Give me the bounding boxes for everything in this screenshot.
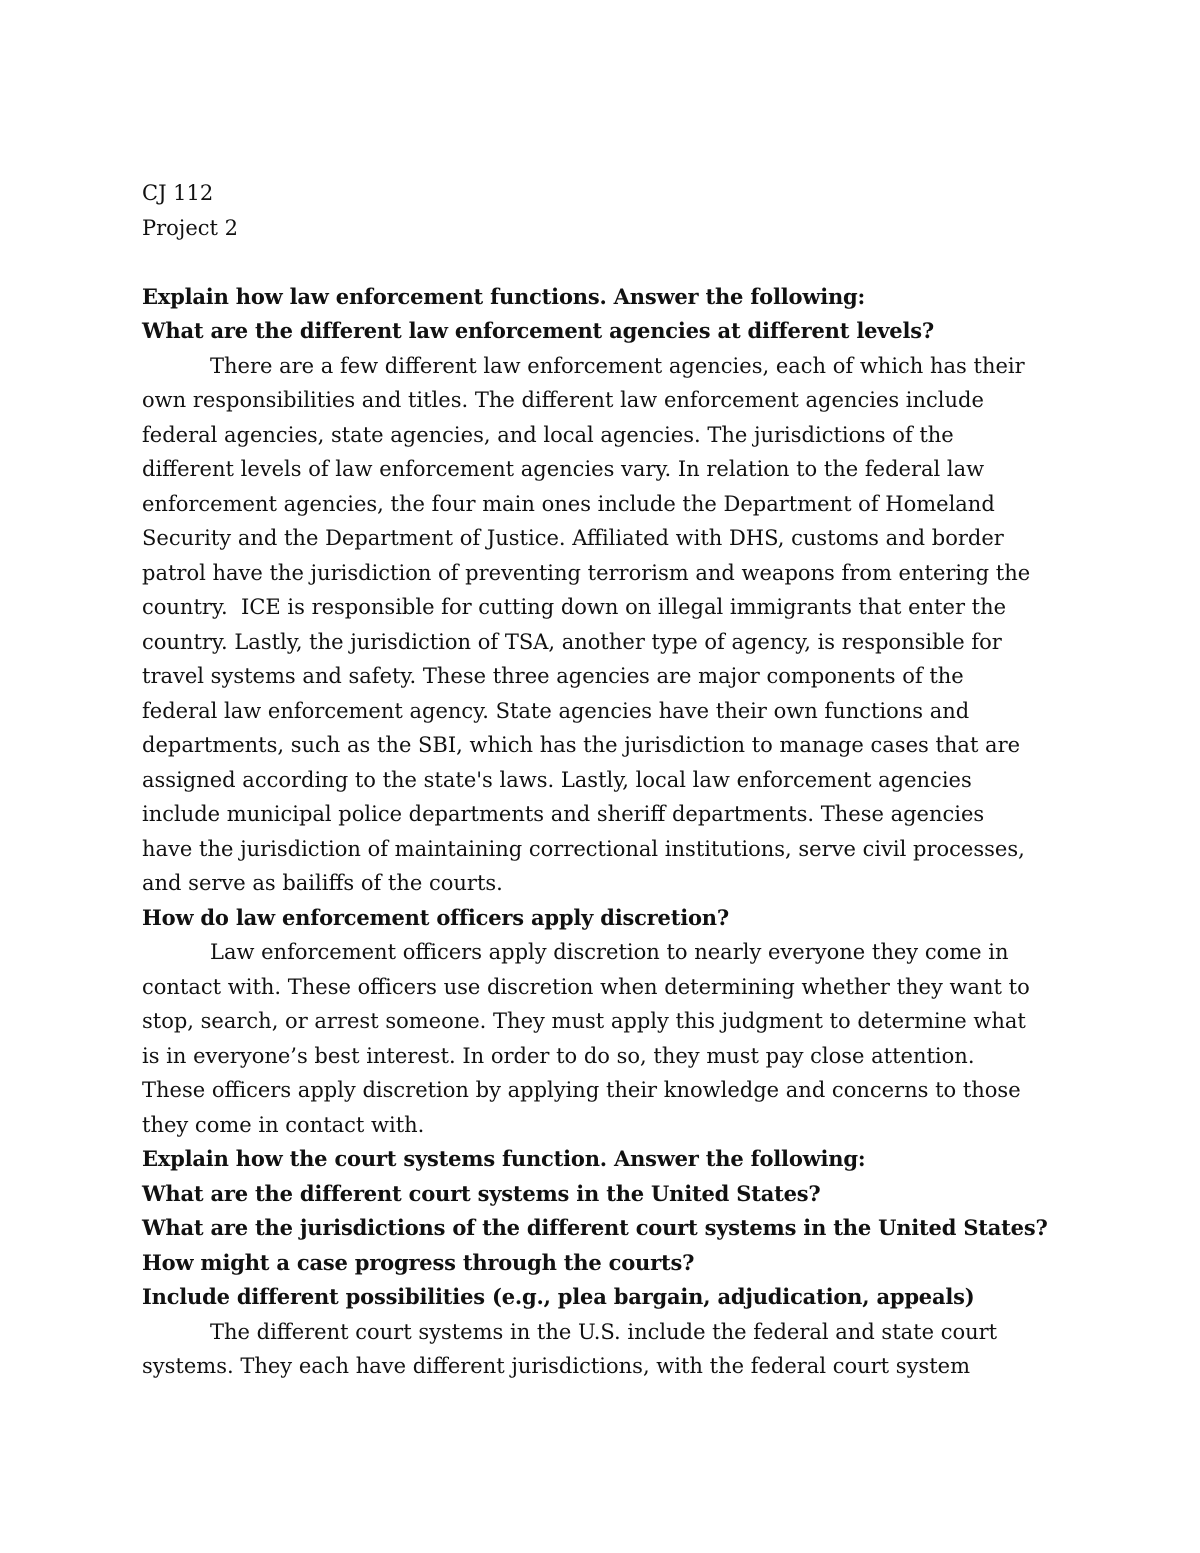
answer-line: Law enforcement officers apply discretion to nearly everyone they come in xyxy=(210,940,1009,964)
section2-prompt: Explain how the court systems function. Answer the following: xyxy=(142,1146,866,1171)
project-title: Project 2 xyxy=(142,215,238,240)
section1-answer1 xyxy=(142,349,1062,901)
answer-line: departments, such as the SBI, which has the jurisdiction to manage cases that are xyxy=(142,733,1021,757)
answer-line: country. ICE is responsible for cutting down on illegal immigrants that enter the xyxy=(142,595,1007,619)
answer-line: include municipal police departments and sheriff departments. These agencies xyxy=(142,802,985,826)
answer-line: The different court systems in the U.S. include the federal and state court xyxy=(210,1319,998,1344)
answer-line: assigned according to the state's laws. Lastly, local law enforcement agencies xyxy=(142,767,972,792)
section2-answer xyxy=(142,1315,1062,1384)
section2-question3: How might a case progress through the courts? xyxy=(142,1249,695,1275)
answer-line: federal law enforcement agency. State agencies have their own functions and xyxy=(142,698,970,723)
answer-line: different levels of law enforcement agencies vary. In relation to the federal law xyxy=(142,457,985,481)
document-page xyxy=(142,176,1062,1384)
spacer xyxy=(142,245,1062,280)
answer-line: they come in contact with. xyxy=(142,1112,425,1137)
section2-question1: What are the different court systems in the United States? xyxy=(142,1180,821,1206)
answer-line: Security and the Department of Justice. Affiliated with DHS, customs and border xyxy=(142,526,1004,550)
answer-line: own responsibilities and titles. The different law enforcement agencies include xyxy=(142,388,984,412)
answer-line: federal agencies, state agencies, and local agencies. The jurisdictions of the xyxy=(142,422,954,447)
answer-line: travel systems and safety. These three agencies are major components of the xyxy=(142,664,964,688)
answer-line: systems. They each have different jurisdictions, with the federal court system xyxy=(142,1354,970,1378)
section1-prompt: Explain how law enforcement functions. Answer the following: xyxy=(142,283,866,309)
section1-question2: How do law enforcement officers apply discretion? xyxy=(142,904,729,930)
answer-line: have the jurisdiction of maintaining correctional institutions, serve civil processes, xyxy=(142,836,1025,861)
answer-line: stop, search, or arrest someone. They must apply this judgment to determine what xyxy=(142,1009,1026,1033)
section1-question1: What are the different law enforcement agencies at different levels? xyxy=(142,318,934,343)
answer-line: is in everyone’s best interest. In order to do so, they must pay close attention. xyxy=(142,1043,975,1068)
section1-answer2 xyxy=(142,935,1062,1142)
answer-line: contact with. These officers use discretion when determining whether they want to xyxy=(142,974,1030,999)
course-code: CJ 112 xyxy=(142,181,214,205)
answer-line: These officers apply discretion by applying their knowledge and concerns to those xyxy=(142,1078,1021,1102)
section2-question4: Include different possibilities (e.g., plea bargain, adjudication, appeals) xyxy=(142,1284,975,1309)
answer-line: enforcement agencies, the four main ones include the Department of Homeland xyxy=(142,491,995,516)
answer-line: and serve as bailiffs of the courts. xyxy=(142,871,503,895)
answer-line: patrol have the jurisdiction of preventing terrorism and weapons from entering the xyxy=(142,560,1031,585)
section2-question2: What are the jurisdictions of the different court systems in the United States? xyxy=(142,1215,1048,1240)
answer-line: country. Lastly, the jurisdiction of TSA, another type of agency, is responsible for xyxy=(142,629,1002,654)
answer-line: There are a few different law enforcement agencies, each of which has their xyxy=(210,353,1025,378)
